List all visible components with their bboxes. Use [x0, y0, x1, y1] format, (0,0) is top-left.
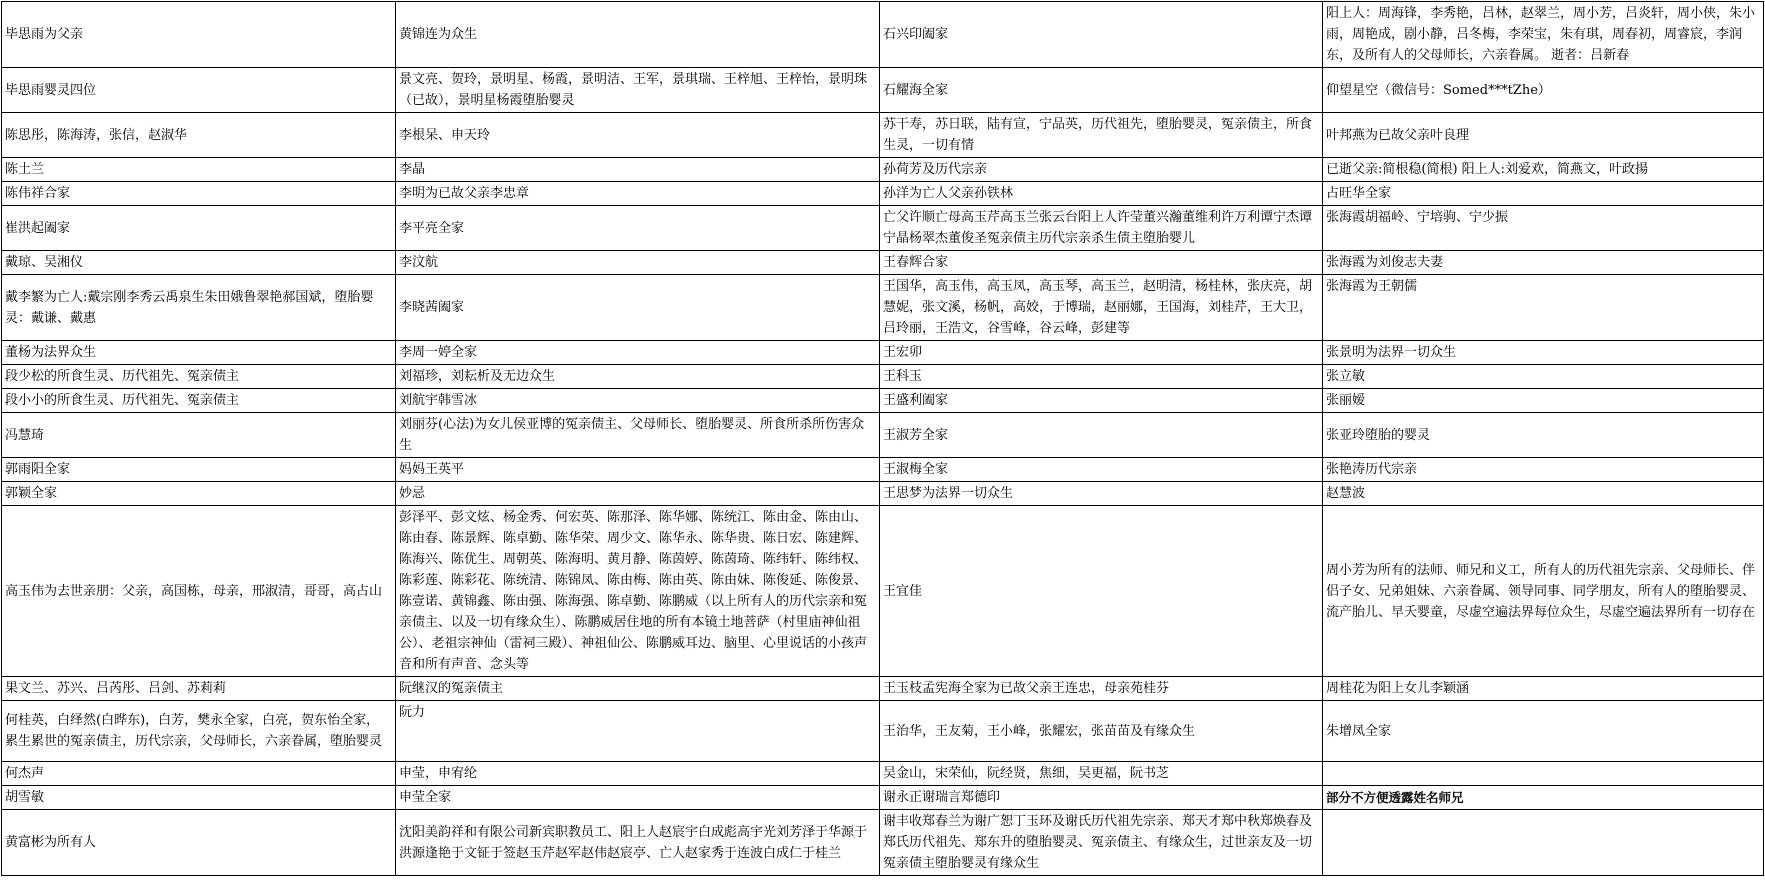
table-row	[2, 762, 1764, 786]
table-cell: 郭雨阳全家	[2, 458, 396, 482]
table-cell: 妈妈王英平	[396, 458, 880, 482]
table-cell: 李根呆、申天玲	[396, 113, 880, 158]
table-cell: 孙荷芳及历代宗亲	[880, 158, 1323, 182]
table-cell: 刘福珍，刘耘析及无边众生	[396, 365, 880, 389]
table-row	[2, 413, 1764, 458]
table-cell: 董杨为法界众生	[2, 341, 396, 365]
table-cell: 占旺华全家	[1323, 182, 1764, 206]
table-cell: 王淑梅全家	[880, 458, 1323, 482]
table-row	[2, 365, 1764, 389]
table-cell: 王治华，王友菊，王小峰，张耀宏，张苗苗及有缘众生	[880, 701, 1323, 762]
table-row	[2, 2, 1764, 68]
table-row	[2, 458, 1764, 482]
table-row	[2, 206, 1764, 251]
table-row	[2, 389, 1764, 413]
table-cell: 戴琼、吴湘仪	[2, 251, 396, 275]
table-row	[2, 251, 1764, 275]
table-cell: 果文兰、苏兴、吕芮彤、吕剑、苏莉莉	[2, 677, 396, 701]
table-cell: 张丽嫒	[1323, 389, 1764, 413]
table-row	[2, 182, 1764, 206]
table-row	[2, 158, 1764, 182]
table-row	[2, 341, 1764, 365]
table-cell	[1323, 810, 1764, 876]
table-row	[2, 506, 1764, 677]
dedication-name-table	[1, 1, 1764, 876]
table-cell: 何杰声	[2, 762, 396, 786]
table-cell: 赵慧波	[1323, 482, 1764, 506]
table-cell: 李汶航	[396, 251, 880, 275]
table-cell: 亡父许顺亡母高玉芹高玉兰张云台阳上人许莹董兴瀚董维利许万利谭宁杰谭宁晶杨翠杰董俊圣冤亲债主历代宗亲杀生债主堕胎婴儿	[880, 206, 1323, 251]
table-row	[2, 113, 1764, 158]
table-cell: 张艳涛历代宗亲	[1323, 458, 1764, 482]
table-cell: 石耀海全家	[880, 68, 1323, 113]
table-cell: 周桂花为阳上女儿李颖涵	[1323, 677, 1764, 701]
table-cell: 周小芳为所有的法师、师兄和义工，所有人的历代祖先宗亲、父母师长、伴侣子女、兄弟姐妹、六亲眷属、领导同事、同学朋友，所有人的堕胎婴灵、流产胎儿、早夭婴童，尽虚空遍法界每位众生，尽虚空遍法界所有一切存在	[1323, 506, 1764, 677]
table-cell: 王宏卯	[880, 341, 1323, 365]
table-cell: 部分不方便透露姓名师兄	[1323, 786, 1764, 810]
table-row	[2, 677, 1764, 701]
table-row	[2, 68, 1764, 113]
table-body	[2, 2, 1764, 876]
table-cell: 王盛利阖家	[880, 389, 1323, 413]
table-cell: 何桂英，白绎然(白晔东)，白芳，樊永全家，白亮，贺东怡全家，累生累世的冤亲债主，历代宗亲，父母师长，六亲眷属，堕胎婴灵	[2, 701, 396, 762]
table-cell: 申莹，申宥纶	[396, 762, 880, 786]
table-cell: 王淑芳全家	[880, 413, 1323, 458]
table-cell: 彭泽平、彭文炫、杨金秀、何宏英、陈那泽、陈华娜、陈统江、陈由金、陈由山、陈由春、陈景辉、陈卓勤、陈华荣、周少文、陈华永、陈华贵、陈日宏、陈建辉、陈海兴、陈优生、周朝英、陈海明、黄月静、陈茵婷、陈茵琦、陈纬轩、陈纬权、陈彩莲、陈彩花、陈统清、陈锦凤、陈由梅、陈由英、陈由妹、陈俊延、陈俊景、陈壹诺、黄锦鑫、陈由强、陈海强、陈卓勤、陈鹏威（以上所有人的历代宗亲和冤亲债主、以及一切有缘众生）、陈鹏威居住地的所有本镜土地菩萨（村里庙神仙祖公）、老祖宗神仙（雷祠三殿）、神祖仙公、陈鹏威耳边、脑里、心里说话的小孩声音和所有声音、念头等	[396, 506, 880, 677]
table-cell: 王国华，高玉伟，高玉凤，高玉琴，高玉兰，赵明清，杨桂林，张庆亮，胡慧妮，张文溪，杨帆，高姣，于博瑞，赵丽娜，王国海，刘桂芹，王大卫，吕玲丽，王浩文，谷雪峰，谷云峰，彭建等	[880, 275, 1323, 341]
table-cell: 崔洪起阖家	[2, 206, 396, 251]
table-cell: 黄锦连为众生	[396, 2, 880, 68]
table-cell: 谢丰收郑春兰为谢广恕丁玉环及谢氏历代祖先宗亲、郑天才郑中秋郑焕春及郑氏历代祖先、郑东升的堕胎婴灵、冤亲债主、有缘众生，过世亲友及一切冤亲债主堕胎婴灵有缘众生	[880, 810, 1323, 876]
table-cell: 冯慧琦	[2, 413, 396, 458]
table-cell: 张海霞为刘俊志夫妻	[1323, 251, 1764, 275]
table-cell: 王玉枝孟宪海全家为已故父亲王连忠，母亲苑桂芬	[880, 677, 1323, 701]
table-cell: 已逝父亲:简根稳(简根) 阳上人:刘爱欢，简燕文，叶政揚	[1323, 158, 1764, 182]
table-cell: 段少松的所食生灵、历代祖先、冤亲债主	[2, 365, 396, 389]
table-cell: 王思梦为法界一切众生	[880, 482, 1323, 506]
table-cell: 王春辉合家	[880, 251, 1323, 275]
table-cell: 段小小的所食生灵、历代祖先、冤亲债主	[2, 389, 396, 413]
table-cell: 张景明为法界一切众生	[1323, 341, 1764, 365]
table-cell: 张海霞为王朝儒	[1323, 275, 1764, 341]
table-cell: 胡雪敏	[2, 786, 396, 810]
table-cell	[1323, 762, 1764, 786]
table-cell: 戴李繁为亡人:戴宗刚李秀云禹泉生朱田娥鲁翠艳郝国斌，堕胎婴灵：戴谦、戴惠	[2, 275, 396, 341]
table-row	[2, 275, 1764, 341]
table-cell: 吴金山，宋荣仙，阮经贤，焦细，吴更福，阮书芝	[880, 762, 1323, 786]
table-cell: 黄富彬为所有人	[2, 810, 396, 876]
table-cell: 李晓茜阖家	[396, 275, 880, 341]
table-cell: 阳上人：周海锋，李秀艳，吕林，赵翠兰，周小芳，吕炎轩，周小侠，朱小雨，周艳成，剧小静，吕冬梅，李荣宝，朱有琪，周春初，周睿宸，李润东，及所有人的父母师长，六亲眷属。 逝者：吕新春	[1323, 2, 1764, 68]
table-cell: 叶邦燕为已故父亲叶良理	[1323, 113, 1764, 158]
table-cell: 阮继汉的冤亲债主	[396, 677, 880, 701]
table-row	[2, 701, 1764, 762]
table-cell: 刘航宇韩雪冰	[396, 389, 880, 413]
table-cell: 毕思雨婴灵四位	[2, 68, 396, 113]
table-cell: 妙忌	[396, 482, 880, 506]
table-cell: 王科玉	[880, 365, 1323, 389]
table-cell: 陈思彤，陈海涛，张信，赵淑华	[2, 113, 396, 158]
table-cell: 孙洋为亡人父亲孙铁林	[880, 182, 1323, 206]
table-cell: 李周一婷全家	[396, 341, 880, 365]
table-cell: 李平亮全家	[396, 206, 880, 251]
table-cell: 石兴印阖家	[880, 2, 1323, 68]
table-cell: 张立敏	[1323, 365, 1764, 389]
table-cell: 刘丽芬(心法)为女儿侯亚博的冤亲债主、父母师长、堕胎婴灵、所食所杀所伤害众生	[396, 413, 880, 458]
table-cell: 李晶	[396, 158, 880, 182]
table-cell: 谢永正谢瑞言郑德印	[880, 786, 1323, 810]
table-cell: 张亚玲堕胎的婴灵	[1323, 413, 1764, 458]
table-cell: 朱增凤全家	[1323, 701, 1764, 762]
table-cell: 郭颖全家	[2, 482, 396, 506]
table-row	[2, 786, 1764, 810]
table-cell: 高玉伟为去世亲朋：父亲，高国栋，母亲，邢淑清，哥哥，高占山	[2, 506, 396, 677]
table-cell: 景文亮、贺玲，景明星、杨霞，景明洁、王军，景琪瑞、王梓旭、王梓怡，景明珠（已故），景明星杨霞堕胎婴灵	[396, 68, 880, 113]
table-row	[2, 810, 1764, 876]
table-row	[2, 482, 1764, 506]
table-cell: 陈土兰	[2, 158, 396, 182]
table-cell: 苏干寿，苏日联，陆有宣，宁品英，历代祖先，堕胎婴灵，冤亲债主，所食生灵，一切有情	[880, 113, 1323, 158]
table-cell: 阮力	[396, 701, 880, 762]
table-cell: 陈伟祥合家	[2, 182, 396, 206]
table-cell: 沈阳美韵祥和有限公司新宾职教员工、阳上人赵宸宇白成彪高宇光刘芳泽于华源于洪源逢艳于文钲于签赵玉芹赵军赵伟赵宸亭、亡人赵家秀于连波白成仁于桂兰	[396, 810, 880, 876]
table-cell: 毕思雨为父亲	[2, 2, 396, 68]
table-cell: 申莹全家	[396, 786, 880, 810]
table-cell: 张海霞胡福岭、宁培驹、宁少振	[1323, 206, 1764, 251]
table-cell: 仰望星空（微信号：Somed***tZhe）	[1323, 68, 1764, 113]
table-cell: 王宜佳	[880, 506, 1323, 677]
table-cell: 李明为已故父亲李忠章	[396, 182, 880, 206]
